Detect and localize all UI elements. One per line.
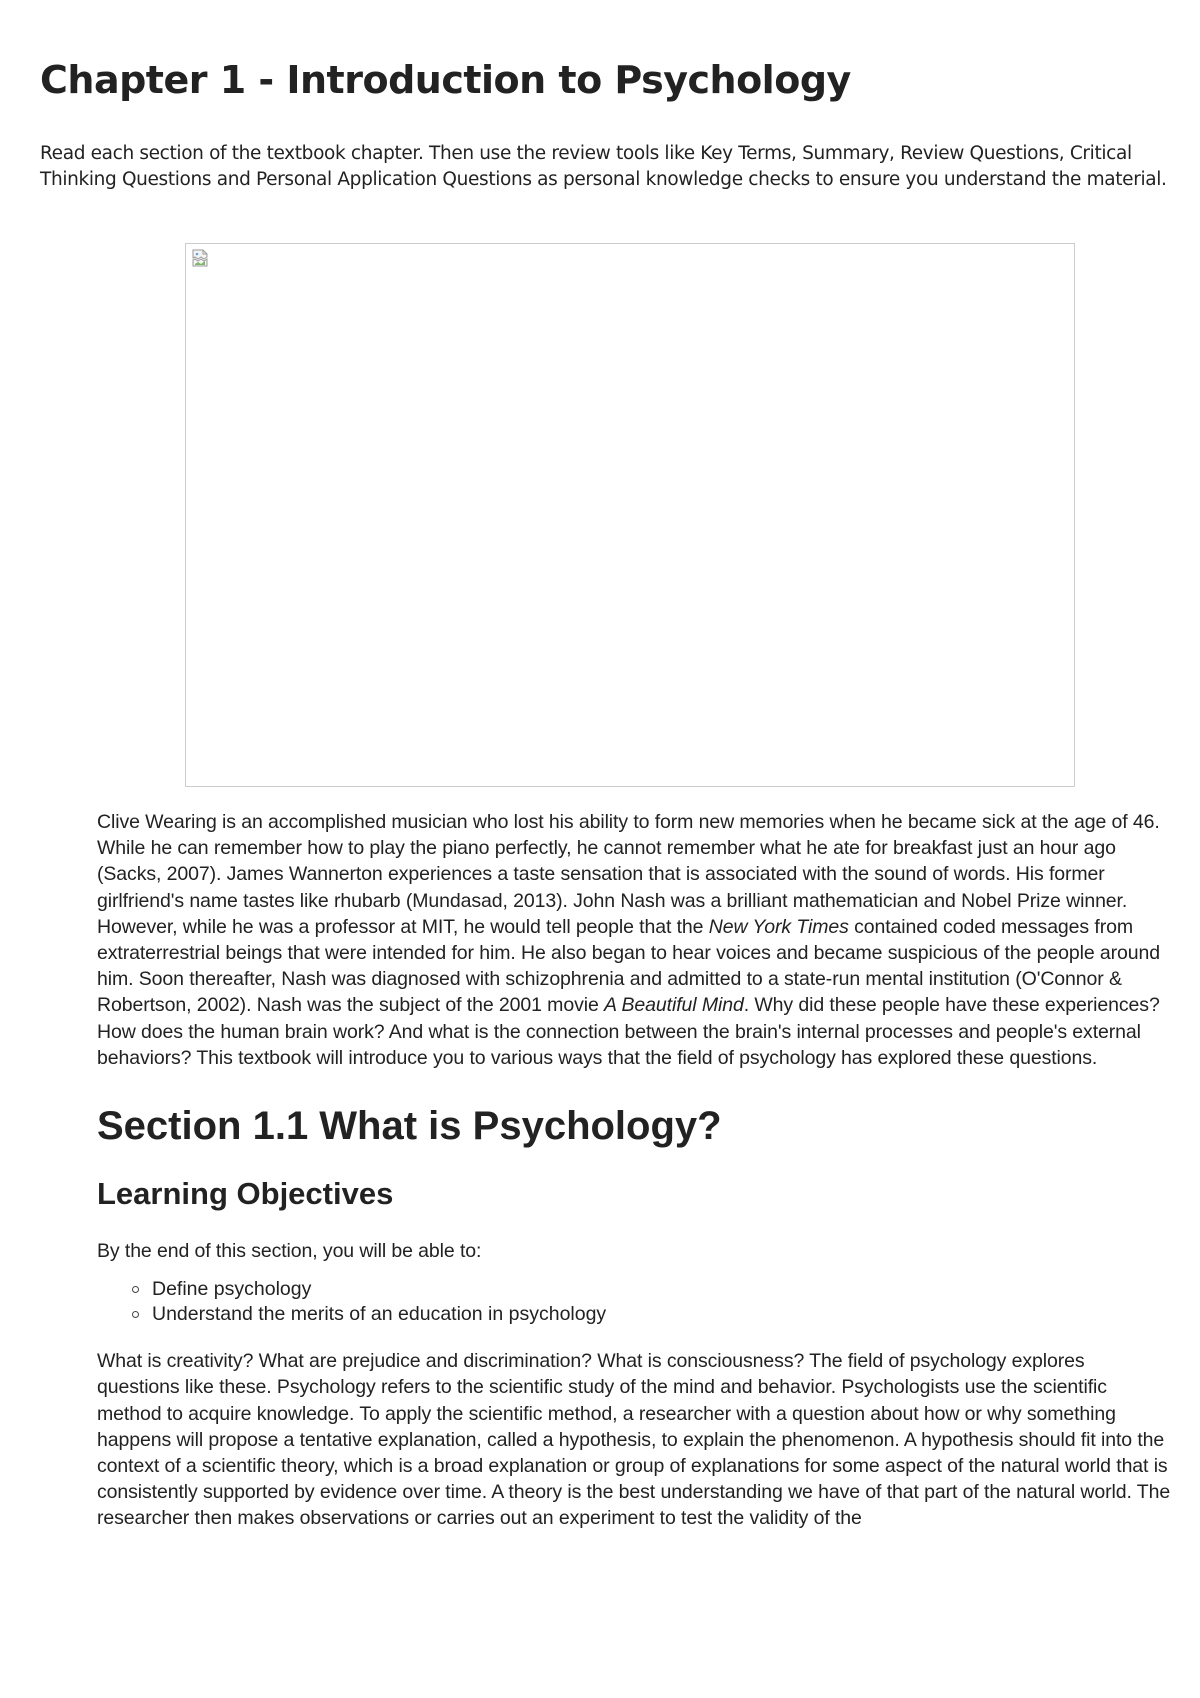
broken-image-icon xyxy=(190,248,210,268)
chapter-content xyxy=(97,809,1172,1532)
objective-text: Define psychology xyxy=(152,1278,312,1301)
bullet-circle-icon xyxy=(132,1286,139,1293)
objectives-list xyxy=(97,1277,1172,1327)
objectives-lead-in: By the end of this section, you will be able to: xyxy=(97,1240,482,1263)
movie-title: A Beautiful Mind xyxy=(604,994,744,1017)
chapter-title: Chapter 1 - Introduction to Psychology xyxy=(40,58,851,102)
psychology-definition-paragraph: What is creativity? What are prejudice and discrimination? What is consciousness? The field of psychology explores questions like these. Psychology refers to the scientific study of the mind and behavior. Psychologists use the scientific method to acquire knowledge. To apply the scientific method, a researcher with a question about how or why something happens will propose a tentative explanation, called a hypothesis, to explain the phenomenon. A hypothesis should fit into the context of a scientific theory, which is a broad explanation or group of explanations for some aspect of the natural world that is consistently supported by evidence over time. A theory is the best understanding we have of that part of the natural world. The researcher then makes observations or carries out an experiment to test the validity of the xyxy=(97,1350,1171,1530)
list-item xyxy=(152,1277,1172,1302)
intro-paragraph-part-1: Clive Wearing is an accomplished musician who lost his ability to form new memories when he became sick at the age of 46. While he can remember how to play the piano perfectly, he cannot remember what he ate for breakfast just an hour ago (Sacks, 2007). James Wannerton experiences a taste sensation that is associated with the sound of words. His former girlfriend's name tastes like rhubarb (Mundasad, 2013). John Nash was a brilliant mathematician and Nobel Prize winner. However, while he was a professor at MIT, he would tell people that the xyxy=(97,811,1160,938)
section-heading: Section 1.1 What is Psychology? xyxy=(97,1104,722,1149)
list-item xyxy=(152,1302,1172,1327)
chapter-figure-placeholder xyxy=(185,243,1075,787)
intro-text: Read each section of the textbook chapter. Then use the review tools like Key Terms, Summary, Review Questions, Critical Thinking Questions and Personal Application Questions as personal knowledge checks to ensure you understand the material. xyxy=(40,143,1167,190)
newspaper-title: New York Times xyxy=(708,915,849,938)
intro-paragraph-part-2: contained coded messages from extraterrestrial beings that were intended for him. He also began to hear voices and became suspicious of the people around him. Soon thereafter, Nash was diagnosed with schizophrenia and admitted to a state-run mental institution (O'Connor & Robertson, 2002). Nash was the subject of the 2001 movie xyxy=(97,915,1161,1017)
intro-paragraph-part-3: . Why did these people have these experiences? How does the human brain work? And what is the connection between the brain's internal processes and people's external behaviors? This textbook will introduce you to various ways that the field of psychology has explored these questions. xyxy=(97,994,1160,1069)
learning-objectives-heading: Learning Objectives xyxy=(97,1176,394,1212)
objective-text: Understand the merits of an education in psychology xyxy=(152,1303,607,1326)
intro-paragraph xyxy=(97,809,1172,1071)
bullet-circle-icon xyxy=(132,1311,139,1318)
